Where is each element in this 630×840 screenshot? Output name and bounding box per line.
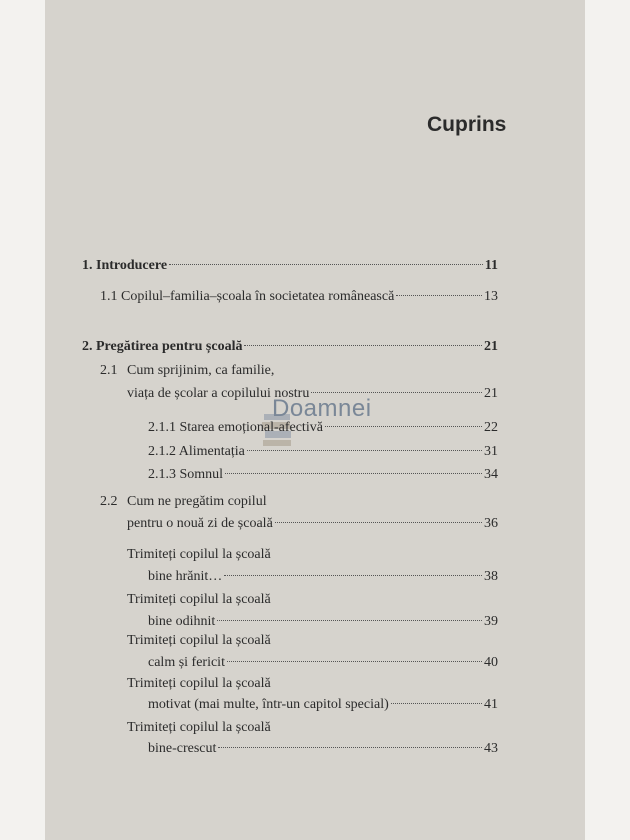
toc-entry-page: 34 bbox=[484, 467, 498, 482]
toc-entry-line1: Trimiteți copilul la școală bbox=[127, 592, 271, 607]
dot-leader bbox=[325, 425, 482, 427]
toc-entry-number: 2.1 bbox=[100, 363, 118, 378]
toc-entry-page: 11 bbox=[484, 258, 498, 273]
dot-leader bbox=[311, 391, 482, 393]
toc-entry bbox=[82, 339, 498, 355]
toc-entry-page: 36 bbox=[484, 516, 498, 531]
dot-leader bbox=[224, 574, 482, 576]
toc-entry bbox=[148, 444, 498, 460]
toc-entry bbox=[100, 289, 498, 305]
toc-entry-page: 21 bbox=[484, 386, 498, 401]
toc-entry-label: 2.1.1 Starea emoțional-afectivă bbox=[148, 420, 323, 435]
dot-leader bbox=[227, 660, 482, 662]
toc-entry-label: 2.1.2 Alimentația bbox=[148, 444, 245, 459]
toc-entry-page: 22 bbox=[484, 420, 498, 435]
toc-entry bbox=[82, 258, 498, 274]
dot-leader bbox=[396, 294, 482, 296]
watermark-text: Doamnei bbox=[272, 395, 372, 422]
toc-entry-page: 43 bbox=[484, 741, 498, 756]
toc-entry bbox=[148, 697, 498, 713]
toc-entry-page: 41 bbox=[484, 697, 498, 712]
dot-leader bbox=[217, 619, 482, 621]
toc-entry bbox=[148, 467, 498, 483]
toc-entry-line2: pentru o nouă zi de școală bbox=[127, 516, 273, 531]
toc-entry-line1: Trimiteți copilul la școală bbox=[127, 720, 271, 735]
toc-entry bbox=[127, 386, 498, 402]
toc-entry-line1: Trimiteți copilul la școală bbox=[127, 547, 271, 562]
dot-leader bbox=[247, 449, 482, 451]
dot-leader bbox=[225, 472, 482, 474]
toc-entry-page: 31 bbox=[484, 444, 498, 459]
toc-entry-line2: bine hrănit… bbox=[148, 569, 223, 584]
toc-entry-page: 38 bbox=[484, 569, 498, 584]
toc-entry-line1: Trimiteți copilul la școală bbox=[127, 633, 271, 648]
toc-entry bbox=[148, 655, 498, 671]
toc-entry-label: 1.1 Copilul–familia–școala în societatea românească bbox=[100, 289, 395, 304]
toc-entry-line1: Cum sprijinim, ca familie, bbox=[127, 363, 275, 378]
toc-entry-line1: Cum ne pregătim copilul bbox=[127, 494, 267, 509]
toc-entry-line2: motivat (mai multe, într-un capitol special) bbox=[148, 697, 389, 712]
dot-leader bbox=[218, 746, 482, 748]
toc-entry-line2: bine odihnit bbox=[148, 614, 216, 629]
toc-entry-label: 2.1.3 Somnul bbox=[148, 467, 224, 482]
toc-entry bbox=[148, 569, 498, 585]
toc-entry-page: 40 bbox=[484, 655, 498, 670]
toc-entry-line2: bine-crescut bbox=[148, 741, 217, 756]
toc-entry bbox=[148, 741, 498, 757]
toc-entry-label: 2. Pregătirea pentru școală bbox=[82, 339, 243, 354]
dot-leader bbox=[244, 344, 482, 346]
toc-entry bbox=[148, 420, 498, 436]
toc-entry bbox=[148, 614, 498, 630]
toc-entry bbox=[127, 516, 498, 532]
toc-entry-page: 39 bbox=[484, 614, 498, 629]
dot-leader bbox=[275, 521, 482, 523]
page-title: Cuprins bbox=[427, 113, 507, 136]
dot-leader bbox=[169, 263, 483, 265]
toc-entry-number: 2.2 bbox=[100, 494, 118, 509]
toc-entry-line2: viața de școlar a copilului nostru bbox=[127, 386, 310, 401]
toc-entry-label: 1. Introducere bbox=[82, 258, 168, 273]
toc-entry-page: 21 bbox=[484, 339, 498, 354]
dot-leader bbox=[391, 702, 482, 704]
toc-entry-line2: calm și fericit bbox=[148, 655, 225, 670]
toc-entry-page: 13 bbox=[484, 289, 498, 304]
toc-entry-line1: Trimiteți copilul la școală bbox=[127, 676, 271, 691]
